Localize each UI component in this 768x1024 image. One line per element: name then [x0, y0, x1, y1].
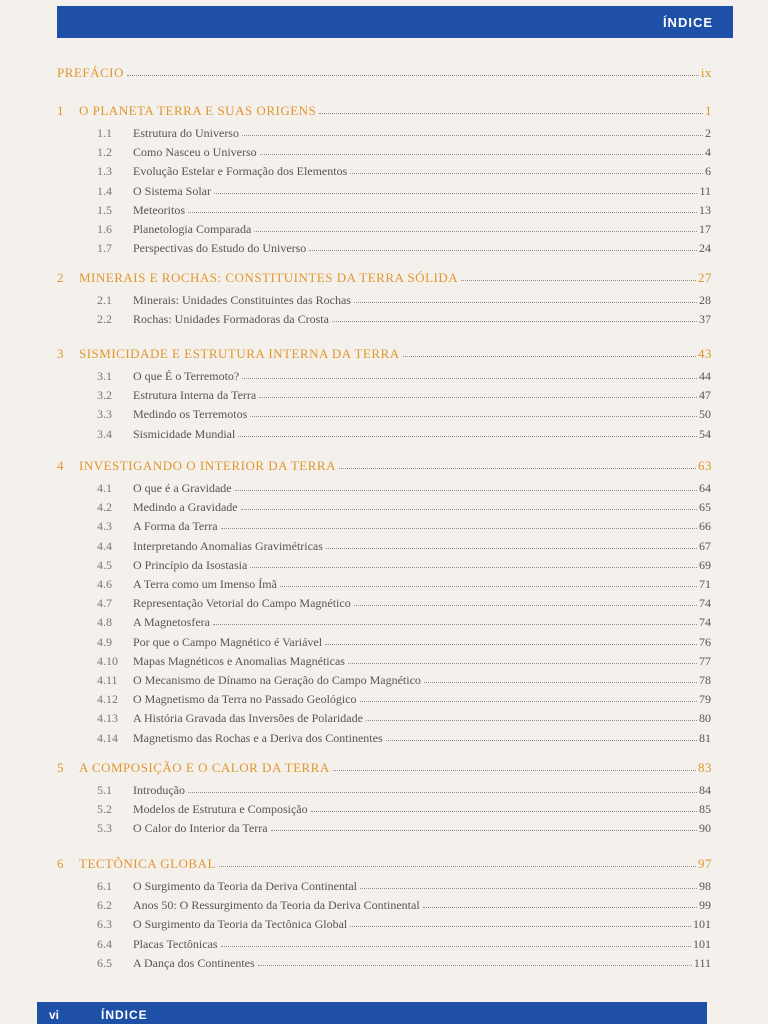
- section-page: 2: [705, 126, 711, 140]
- section-number: 1.2: [97, 145, 112, 160]
- dot-leader: [461, 280, 696, 281]
- section-page: 37: [699, 312, 711, 327]
- section-number: 1.4: [97, 183, 112, 198]
- section-number: 4.8: [97, 615, 112, 630]
- section-number: 1.6: [97, 222, 112, 236]
- dot-leader: [214, 193, 697, 194]
- toc-section[interactable]: [0, 593, 768, 609]
- toc-section[interactable]: [0, 385, 768, 401]
- section-title: Sismicidade Mundial: [133, 426, 236, 441]
- footer-bar: [37, 1002, 707, 1024]
- chapter-number: 3: [57, 346, 64, 361]
- toc-chapter[interactable]: [0, 758, 768, 774]
- chapter-page: 63: [698, 458, 712, 473]
- chapter-number: 2: [57, 270, 64, 285]
- dot-leader: [127, 75, 699, 76]
- section-page: 77: [699, 653, 711, 668]
- section-number: 3.1: [97, 369, 112, 383]
- toc-chapter[interactable]: [0, 101, 768, 117]
- toc-section[interactable]: [0, 934, 768, 950]
- section-number: 4.4: [97, 538, 112, 553]
- header-title: ÍNDICE: [662, 15, 713, 30]
- section-title: O que é a Gravidade: [133, 481, 232, 495]
- dot-leader: [311, 811, 697, 812]
- dot-leader: [424, 682, 697, 683]
- section-title: Planetologia Comparada: [133, 222, 252, 236]
- dot-leader: [333, 770, 696, 771]
- toc-section[interactable]: [0, 612, 768, 628]
- section-number: 4.5: [97, 557, 112, 572]
- dot-leader: [258, 965, 692, 966]
- section-page: 66: [699, 519, 711, 534]
- section-page: 13: [699, 202, 711, 217]
- section-page: 24: [699, 241, 711, 256]
- section-title: O que É o Terremoto?: [133, 369, 240, 383]
- section-number: 3.4: [97, 426, 112, 441]
- chapter-page: 97: [698, 856, 712, 871]
- chapter-page: 27: [698, 270, 712, 285]
- toc-section[interactable]: [0, 238, 768, 254]
- section-page: 67: [699, 538, 711, 553]
- dot-leader: [260, 154, 703, 155]
- dot-leader: [241, 509, 697, 510]
- dot-leader: [332, 321, 697, 322]
- dot-leader: [188, 212, 697, 213]
- section-title: Medindo a Gravidade: [133, 500, 238, 515]
- section-number: 4.14: [97, 730, 118, 745]
- toc-section[interactable]: [0, 404, 768, 420]
- section-title: Interpretando Anomalias Gravimétricas: [133, 538, 323, 553]
- dot-leader: [360, 701, 697, 702]
- section-page: 6: [705, 164, 711, 179]
- section-title: O Mecanismo de Dínamo na Geração do Campo Magnético: [133, 673, 421, 687]
- dot-leader: [325, 644, 697, 645]
- section-title: Anos 50: O Ressurgimento da Teoria da Deriva Continental: [133, 898, 420, 913]
- toc-section[interactable]: [0, 799, 768, 815]
- toc-section[interactable]: [0, 914, 768, 930]
- section-page: 69: [699, 557, 711, 572]
- dot-leader: [403, 356, 696, 357]
- section-number: 5.1: [97, 783, 112, 797]
- dot-leader: [319, 113, 703, 114]
- section-number: 4.10: [97, 653, 118, 668]
- section-page: 74: [699, 615, 711, 630]
- dot-leader: [259, 397, 697, 398]
- section-page: 98: [699, 879, 711, 893]
- dot-leader: [271, 830, 697, 831]
- section-number: 4.13: [97, 711, 118, 726]
- section-page: 99: [699, 898, 711, 913]
- chapter-number: 4: [57, 458, 64, 473]
- section-number: 3.3: [97, 407, 112, 422]
- toc-chapter[interactable]: [0, 456, 768, 472]
- dot-leader: [339, 468, 696, 469]
- section-title: O Surgimento da Teoria da Tectônica Global: [133, 917, 348, 932]
- section-title: Meteoritos: [133, 202, 185, 217]
- section-title: Perspectivas do Estudo do Universo: [133, 241, 307, 256]
- header-bar: [57, 6, 733, 38]
- toc-section[interactable]: [0, 424, 768, 440]
- chapter-title: O PLANETA TERRA E SUAS ORIGENS: [79, 103, 317, 118]
- toc-section[interactable]: [0, 953, 768, 969]
- section-page: 11: [699, 183, 711, 198]
- toc-section[interactable]: [0, 670, 768, 686]
- section-number: 4.11: [97, 673, 118, 687]
- section-number: 1.5: [97, 202, 112, 217]
- toc-preface[interactable]: [0, 63, 768, 79]
- dot-leader: [219, 866, 696, 867]
- toc-section[interactable]: [0, 728, 768, 744]
- section-page: 85: [699, 802, 711, 817]
- toc-section[interactable]: [0, 555, 768, 571]
- preface-page: ix: [700, 65, 712, 80]
- section-page: 84: [699, 783, 711, 797]
- section-title: A Dança dos Continentes: [133, 955, 255, 970]
- section-page: 79: [699, 692, 711, 707]
- section-number: 4.9: [97, 634, 112, 649]
- chapter-number: 6: [57, 856, 64, 871]
- section-page: 54: [699, 426, 711, 441]
- dot-leader: [280, 586, 697, 587]
- section-number: 1.3: [97, 164, 112, 179]
- dot-leader: [326, 548, 697, 549]
- section-number: 4.6: [97, 577, 112, 591]
- dot-leader: [366, 720, 697, 721]
- section-title: Evolução Estelar e Formação dos Elementos: [133, 164, 348, 179]
- dot-leader: [348, 663, 697, 664]
- section-title: A Magnetosfera: [133, 615, 210, 630]
- chapter-page: 83: [698, 760, 712, 775]
- toc-section[interactable]: [0, 689, 768, 705]
- section-title: Placas Tectônicas: [133, 936, 218, 951]
- section-page: 76: [699, 634, 711, 649]
- toc-chapter[interactable]: [0, 344, 768, 360]
- toc-section[interactable]: [0, 290, 768, 306]
- section-page: 47: [699, 388, 711, 403]
- section-page: 65: [699, 500, 711, 515]
- dot-leader: [354, 302, 697, 303]
- section-page: 74: [699, 596, 711, 611]
- section-title: Como Nasceu o Universo: [133, 145, 257, 160]
- section-number: 4.12: [97, 692, 118, 707]
- toc-section[interactable]: [0, 876, 768, 892]
- section-page: 4: [705, 145, 711, 160]
- section-title: A Forma da Terra: [133, 519, 218, 534]
- toc-section[interactable]: [0, 780, 768, 796]
- section-title: Por que o Campo Magnético é Variável: [133, 634, 323, 649]
- footer-label: ÍNDICE: [101, 1008, 148, 1022]
- section-number: 4.1: [97, 481, 112, 495]
- section-page: 101: [693, 936, 711, 951]
- toc-section[interactable]: [0, 181, 768, 197]
- dot-leader: [242, 135, 703, 136]
- section-number: 1.1: [97, 126, 112, 140]
- dot-leader: [242, 378, 697, 379]
- section-number: 2.2: [97, 312, 112, 327]
- toc-section[interactable]: [0, 818, 768, 834]
- dot-leader: [235, 490, 697, 491]
- toc-section[interactable]: [0, 708, 768, 724]
- section-page: 64: [699, 481, 711, 495]
- toc-section[interactable]: [0, 516, 768, 532]
- dot-leader: [238, 436, 697, 437]
- chapter-number: 1: [57, 103, 64, 118]
- dot-leader: [250, 567, 697, 568]
- dot-leader: [360, 888, 697, 889]
- section-title: Rochas: Unidades Formadoras da Crosta: [133, 312, 329, 327]
- chapter-title: TECTÔNICA GLOBAL: [79, 856, 216, 871]
- chapter-title: SISMICIDADE E ESTRUTURA INTERNA DA TERRA: [79, 346, 400, 361]
- footer-page-number: vi: [49, 1008, 60, 1022]
- dot-leader: [350, 926, 691, 927]
- section-page: 81: [699, 730, 711, 745]
- section-title: Introdução: [133, 783, 185, 797]
- section-title: O Surgimento da Teoria da Deriva Continental: [133, 879, 357, 893]
- toc-section[interactable]: [0, 161, 768, 177]
- dot-leader: [221, 528, 697, 529]
- section-number: 4.3: [97, 519, 112, 534]
- chapter-page: 43: [698, 346, 712, 361]
- toc-section[interactable]: [0, 366, 768, 382]
- section-title: A Terra como um Imenso Ímã: [133, 577, 277, 591]
- section-page: 111: [693, 955, 711, 970]
- section-page: 50: [699, 407, 711, 422]
- section-number: 6.4: [97, 936, 112, 951]
- dot-leader: [188, 792, 697, 793]
- toc-section[interactable]: [0, 895, 768, 911]
- section-number: 4.2: [97, 500, 112, 515]
- section-title: Estrutura Interna da Terra: [133, 388, 257, 403]
- section-title: Mapas Magnéticos e Anomalias Magnéticas: [133, 653, 345, 668]
- section-number: 3.2: [97, 388, 112, 403]
- dot-leader: [423, 907, 697, 908]
- dot-leader: [213, 624, 697, 625]
- chapter-title: A COMPOSIÇÃO E O CALOR DA TERRA: [79, 760, 330, 775]
- section-number: 6.5: [97, 955, 112, 970]
- toc-chapter[interactable]: [0, 268, 768, 284]
- toc-section[interactable]: [0, 309, 768, 325]
- dot-leader: [309, 250, 697, 251]
- chapter-number: 5: [57, 760, 64, 775]
- section-page: 80: [699, 711, 711, 726]
- toc-chapter[interactable]: [0, 854, 768, 870]
- section-title: A História Gravada das Inversões de Polaridade: [133, 711, 363, 726]
- section-title: O Princípio da Isostasia: [133, 557, 248, 572]
- section-page: 90: [699, 821, 711, 836]
- toc-section[interactable]: [0, 632, 768, 648]
- dot-leader: [350, 173, 703, 174]
- preface-title: PREFÁCIO: [57, 65, 124, 80]
- toc-section[interactable]: [0, 478, 768, 494]
- toc-section[interactable]: [0, 536, 768, 552]
- section-title: O Calor do Interior da Terra: [133, 821, 268, 836]
- section-page: 17: [699, 222, 711, 236]
- toc-section[interactable]: [0, 651, 768, 667]
- toc-section[interactable]: [0, 219, 768, 235]
- section-title: Medindo os Terremotos: [133, 407, 248, 422]
- section-number: 6.1: [97, 879, 112, 893]
- section-title: Estrutura do Universo: [133, 126, 239, 140]
- chapter-title: INVESTIGANDO O INTERIOR DA TERRA: [79, 458, 336, 473]
- section-title: Modelos de Estrutura e Composição: [133, 802, 308, 817]
- toc-section[interactable]: [0, 574, 768, 590]
- section-number: 5.3: [97, 821, 112, 836]
- section-title: Representação Vetorial do Campo Magnético: [133, 596, 351, 611]
- chapter-title: MINERAIS E ROCHAS: CONSTITUINTES DA TERRA SÓLIDA: [79, 270, 459, 285]
- section-number: 5.2: [97, 802, 112, 817]
- dot-leader: [386, 740, 697, 741]
- section-number: 6.2: [97, 898, 112, 913]
- toc-section[interactable]: [0, 200, 768, 216]
- section-page: 78: [699, 673, 711, 687]
- dot-leader: [354, 605, 697, 606]
- section-page: 71: [699, 577, 711, 591]
- toc-section[interactable]: [0, 497, 768, 513]
- section-number: 2.1: [97, 293, 112, 307]
- section-title: O Magnetismo da Terra no Passado Geológico: [133, 692, 357, 707]
- section-title: Magnetismo das Rochas e a Deriva dos Continentes: [133, 730, 383, 745]
- section-number: 1.7: [97, 241, 112, 256]
- section-number: 6.3: [97, 917, 112, 932]
- toc-section[interactable]: [0, 142, 768, 158]
- section-page: 101: [693, 917, 711, 932]
- chapter-page: 1: [705, 103, 712, 118]
- section-title: O Sistema Solar: [133, 183, 211, 198]
- section-number: 4.7: [97, 596, 112, 611]
- dot-leader: [254, 231, 697, 232]
- section-title: Minerais: Unidades Constituintes das Rochas: [133, 293, 351, 307]
- section-page: 28: [699, 293, 711, 307]
- dot-leader: [250, 416, 697, 417]
- section-page: 44: [699, 369, 711, 383]
- dot-leader: [221, 946, 691, 947]
- toc-section[interactable]: [0, 123, 768, 139]
